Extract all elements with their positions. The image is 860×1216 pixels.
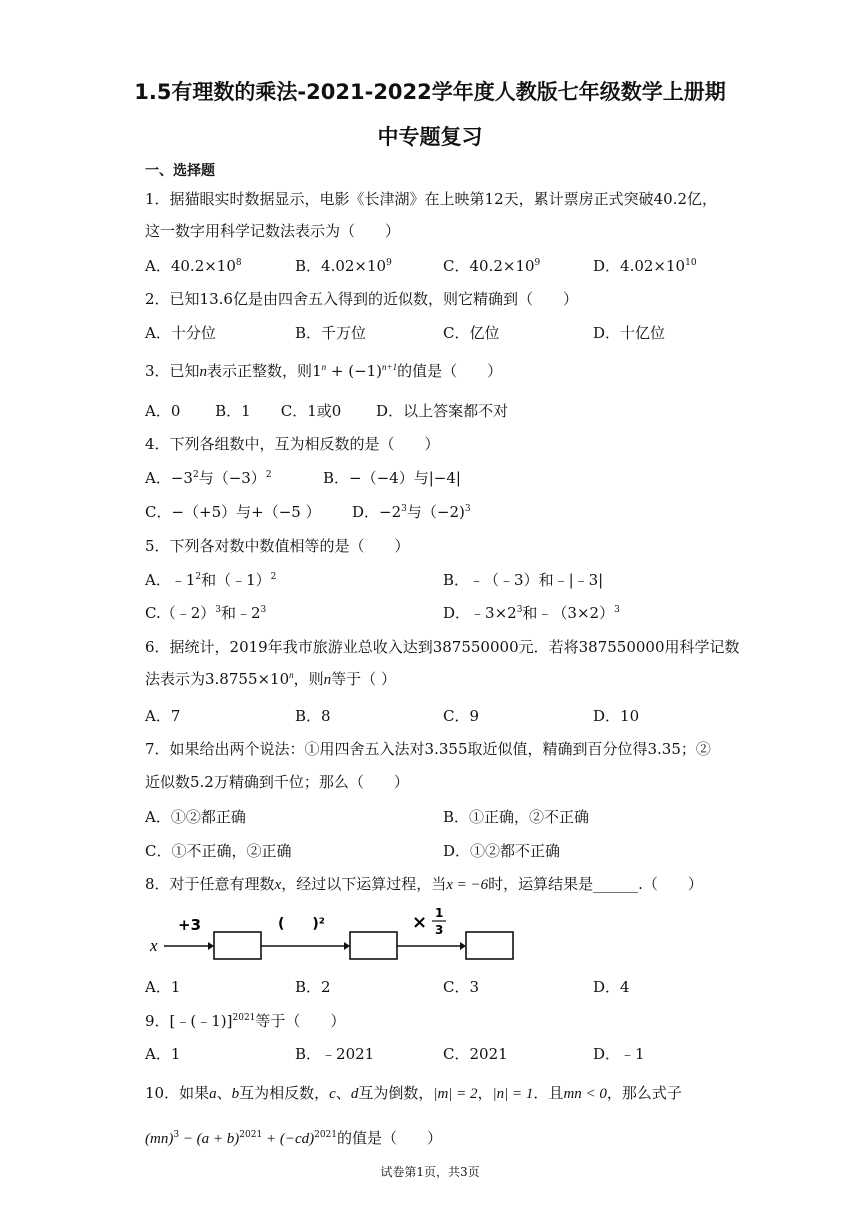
flow-op-times: × [412, 912, 428, 933]
q1-option-a: A．$40.2\times 10^8$ [145, 257, 242, 275]
q7-option-d: D．①②都不正确 [443, 842, 561, 860]
q1-option-b: B．$4.02\times 10^9$ [295, 257, 392, 275]
q1-text-line1: 1．据猫眼实时数据显示，电影《长津湖》在上映第12天，累计票房正式突破40.2亿， [145, 190, 718, 208]
q4-option-a: A．$-3^2$与$(-3)^2$ [145, 469, 272, 487]
flow-op-numerator: 1 [435, 906, 444, 920]
q9-text: 9．[﹣(﹣1)]$^{2021}$等于（ ） [145, 1012, 346, 1030]
q9-option-d: D．﹣1 [593, 1045, 645, 1063]
flow-op-plus3: +3 [178, 916, 202, 934]
q6-text-line2: 法表示为$3.8755\times 10^n$，则n等于（ ） [145, 670, 396, 688]
q3-text: 3．已知n表示正整数，则$1^n + (-1)^{n+1}$的值是（ ） [145, 362, 503, 380]
flow-box-3 [466, 932, 513, 959]
q4-text: 4．下列各组数中，互为相反数的是（ ） [145, 435, 440, 453]
q5-option-a: A．$﹣1^2$和（﹣1）$^2$ [145, 571, 277, 589]
q2-option-d: D．十亿位 [593, 324, 666, 342]
q6-option-d: D．10 [593, 707, 640, 725]
q9-option-b: B．﹣2021 [295, 1045, 375, 1063]
q4-option-d: D．$-2^3$与（−2)$^3$ [352, 503, 471, 521]
q5-text: 5．下列各对数中数值相等的是（ ） [145, 537, 410, 555]
q6-option-a: A．7 [145, 707, 181, 725]
q4-option-c: C．−（+5）与+（−5 ） [145, 503, 321, 521]
q1-text-line2: 这一数字用科学记数法表示为（ ） [145, 222, 401, 240]
q4-option-b: B．−（−4）与|−4| [323, 469, 461, 487]
q10-text-line2: $(mn)^3 - (a + b)^{2021} + (-cd)^{2021}$的值是（ ） [145, 1129, 443, 1147]
flow-op-denominator: 3 [435, 923, 444, 937]
q6-text-line1: 6．据统计，2019年我市旅游业总收入达到387550000元．若将387550000用科学记数 [145, 638, 740, 656]
q2-option-c: C．亿位 [443, 324, 500, 342]
q5-option-c: C.（﹣2）$^3$和$﹣2^3$ [145, 604, 267, 622]
q9-option-c: C．2021 [443, 1045, 508, 1063]
section-heading: 一、选择题 [145, 163, 215, 179]
q7-text-line1: 7．如果给出两个说法：①用四舍五入法对3.355取近似值，精确到百分位得3.35；② [145, 740, 711, 758]
q6-option-b: B．8 [295, 707, 331, 725]
q2-option-b: B．千万位 [295, 324, 367, 342]
q9-option-a: A．1 [145, 1045, 181, 1063]
q8-option-b: B．2 [295, 978, 331, 996]
document-title-line1: 1.5有理数的乘法-2021-2022学年度人教版七年级数学上册期 [134, 80, 726, 104]
page-footer: 试卷第1页，共3页 [380, 1165, 480, 1179]
q7-text-line2: 近似数5.2万精确到千位；那么（ ） [145, 773, 409, 791]
q5-option-d: D．$﹣3\times 2^3$和$﹣(3\times 2)^3$ [443, 604, 620, 622]
q8-option-a: A．1 [145, 978, 181, 996]
flow-op-square: ( )² [278, 916, 325, 932]
q8-text: 8．对于任意有理数x，经过以下运算过程，当x = −6时，运算结果是______.（ ） [145, 875, 703, 893]
q2-option-a: A．十分位 [145, 324, 216, 342]
q5-option-b: B．﹣（﹣3）和﹣|﹣3| [443, 571, 604, 589]
q2-text: 2．已知13.6亿是由四舍五入得到的近似数，则它精确到（ ） [145, 290, 578, 308]
flow-input-x: x [150, 936, 158, 955]
q10-text-line1: 10．如果a、b互为相反数，c、d互为倒数，|m| = 2，|n| = 1．且mn < 0，那么式子 [145, 1084, 682, 1102]
q3-options: A．0 B．1 C．1或0 D．以上答案都不对 [145, 402, 509, 420]
q1-option-d: D．$4.02\times 10^{10}$ [593, 257, 697, 275]
q7-option-a: A．①②都正确 [145, 808, 246, 826]
q8-option-c: C．3 [443, 978, 480, 996]
q6-option-c: C．9 [443, 707, 480, 725]
operation-flow-diagram [150, 903, 530, 969]
q7-option-c: C．①不正确，②正确 [145, 842, 292, 860]
flow-box-2 [350, 932, 397, 959]
document-title-line2: 中专题复习 [377, 125, 483, 149]
flow-box-1 [214, 932, 261, 959]
q8-option-d: D．4 [593, 978, 630, 996]
q1-option-c: C．$40.2\times 10^9$ [443, 257, 541, 275]
q7-option-b: B．①正确，②不正确 [443, 808, 590, 826]
